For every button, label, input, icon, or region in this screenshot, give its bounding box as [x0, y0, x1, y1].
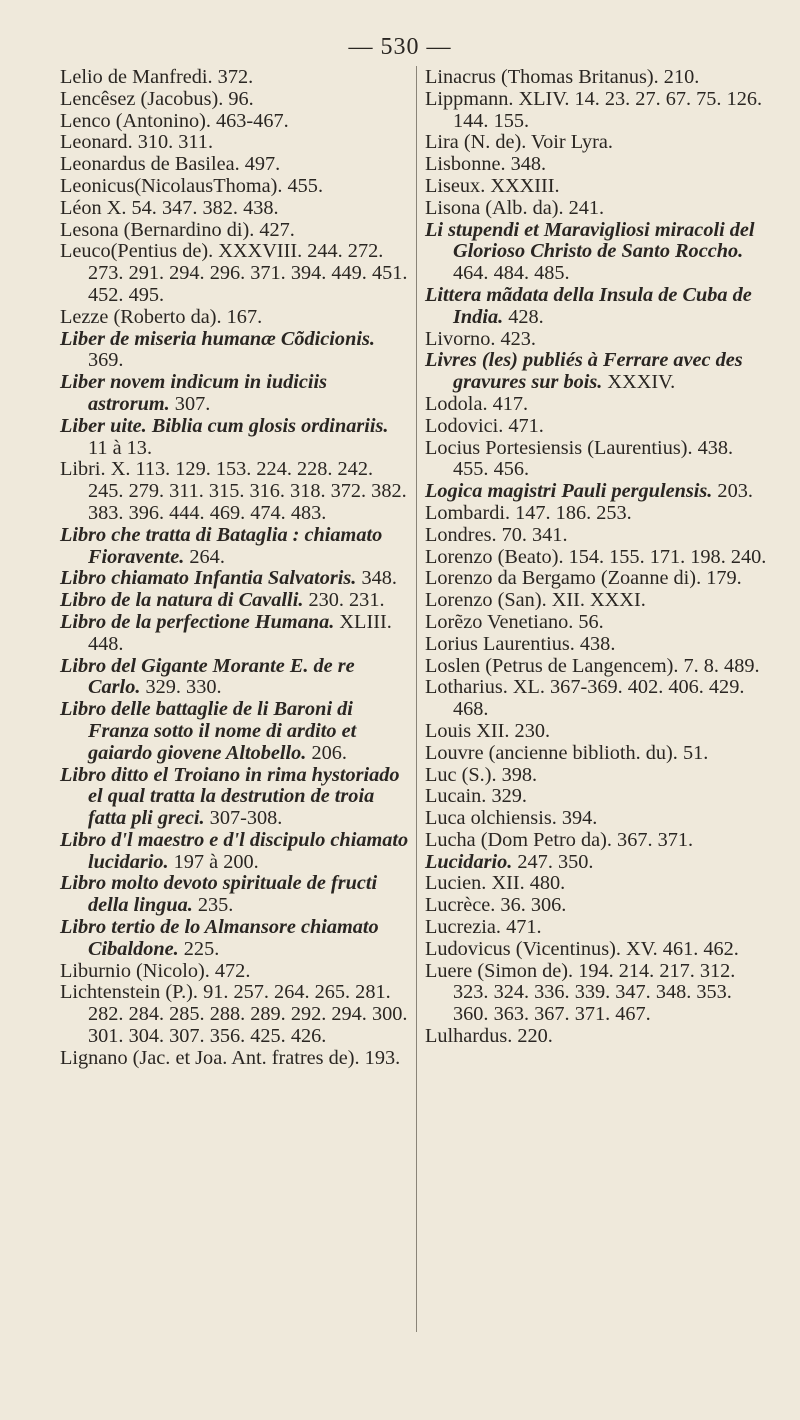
index-entry: [425, 808, 770, 830]
entry-pages: 203.: [712, 480, 753, 503]
index-entry: [60, 568, 410, 590]
index-entry: [60, 1048, 410, 1070]
entry-pages: 307-308.: [204, 807, 283, 830]
entry-text: Lignano (Jac. et Joa. Ant. fratres de). 193.: [60, 1046, 401, 1069]
index-entry: [60, 590, 410, 612]
entry-text: Leonicus(NicolausThoma). 455.: [60, 174, 324, 197]
index-entry: [425, 961, 770, 1026]
entry-text: Lodovici. 471.: [425, 414, 544, 437]
entry-text: Lucha (Dom Petro da). 367. 371.: [425, 828, 694, 851]
entry-pages: 225.: [178, 937, 220, 960]
entry-text: Ludovicus (Vicentinus). XV. 461. 462.: [425, 937, 739, 960]
index-entry: [425, 154, 770, 176]
index-entry: [425, 176, 770, 198]
entry-text: Lira (N. de). Voir Lyra.: [425, 131, 613, 154]
index-entry: [60, 917, 410, 961]
index-entry: [425, 568, 770, 590]
entry-pages: 11 à 13.: [88, 436, 153, 459]
entry-text: Libro de la perfectione Humana.: [60, 610, 335, 633]
index-entry: [60, 176, 410, 198]
entry-text: Libro d'l maestro e d'l discipulo chiamato lucidario.: [60, 828, 409, 873]
entry-text: Londres. 70. 341.: [425, 523, 568, 546]
index-entry: [60, 132, 410, 154]
entry-text: Lucain. 329.: [425, 785, 527, 808]
index-entry: [425, 634, 770, 656]
entry-text: Logica magistri Pauli pergulensis.: [425, 480, 713, 503]
entry-text: Liburnio (Nicolo). 472.: [60, 959, 251, 982]
entry-pages: 464. 484. 485.: [453, 262, 570, 285]
entry-text: Libro che tratta di Bataglia : chiamato Fioravente.: [60, 523, 383, 568]
index-entry: [425, 350, 770, 394]
entry-text: Lotharius. XL. 367-369. 402. 406. 429. 468.: [425, 676, 745, 721]
index-entry: [60, 699, 410, 764]
entry-text: Lenco (Antonino). 463-467.: [60, 109, 289, 132]
entry-pages: 247. 350.: [512, 850, 594, 873]
entry-text: Leonardus de Basilea. 497.: [60, 153, 281, 176]
entry-text: Lorenzo da Bergamo (Zoanne di). 179.: [425, 567, 742, 590]
entry-text: Libro molto devoto spirituale de fructi della lingua.: [60, 872, 378, 917]
entry-text: Lucrèce. 36. 306.: [425, 894, 567, 917]
entry-text: Lorenzo (Beato). 154. 155. 171. 198. 240.: [425, 545, 767, 568]
entry-text: Lucien. XII. 480.: [425, 872, 566, 895]
index-entry: [60, 961, 410, 983]
entry-pages: 329. 330.: [140, 676, 222, 699]
entry-text: Liseux. XXXIII.: [425, 174, 560, 197]
index-entry: [425, 656, 770, 678]
index-entry: [425, 67, 770, 89]
index-entry: [60, 656, 410, 700]
index-entry: [425, 917, 770, 939]
entry-text: Lorenzo (San). XII. XXXI.: [425, 589, 646, 612]
index-entry: [425, 895, 770, 917]
index-entry: [425, 525, 770, 547]
index-entry: [425, 285, 770, 329]
entry-text: Livorno. 423.: [425, 327, 536, 350]
index-entry: [425, 503, 770, 525]
column-divider: [416, 66, 417, 1332]
entry-pages: XXXIV.: [602, 371, 676, 394]
index-entry: [60, 154, 410, 176]
entry-pages: 348.: [356, 567, 397, 590]
entry-text: Luc (S.). 398.: [425, 763, 538, 786]
index-entry: [425, 220, 770, 285]
entry-text: Libro del Gigante Morante E. de re Carlo.: [60, 654, 355, 699]
entry-pages: 206.: [306, 741, 347, 764]
index-entry: [425, 89, 770, 133]
index-entry: [60, 220, 410, 242]
index-entry: [425, 852, 770, 874]
index-entry: [60, 307, 410, 329]
entry-text: Libro delle battaglie de li Baroni di Franza sotto il nome di ardito et gaiardo giovene Altobello.: [60, 698, 357, 764]
index-entry: [425, 438, 770, 482]
entry-text: Liber de miseria humanæ Cõdicionis.: [60, 327, 375, 350]
entry-pages: 197 à 200.: [168, 850, 259, 873]
index-entry: [60, 612, 410, 656]
index-entry: [425, 590, 770, 612]
entry-text: Léon X. 54. 347. 382. 438.: [60, 196, 279, 219]
index-entry: [60, 873, 410, 917]
entry-text: Louis XII. 230.: [425, 719, 551, 742]
index-entry: [60, 372, 410, 416]
index-entry: [60, 198, 410, 220]
index-entry: [60, 67, 410, 89]
index-entry: [425, 786, 770, 808]
index-entry: [60, 525, 410, 569]
left-column: [60, 67, 410, 1070]
entry-text: Lorẽzo Venetiano. 56.: [425, 610, 604, 633]
index-entry: [425, 721, 770, 743]
page-number: — 530 —: [348, 34, 452, 60]
entry-text: Lichtenstein (P.). 91. 257. 264. 265. 281. 282. 284. 285. 288. 289. 292. 294. 300. 301. 304. 307. 356. 425. 426.: [60, 981, 408, 1048]
index-entry: [425, 677, 770, 721]
entry-text: Lisona (Alb. da). 241.: [425, 196, 605, 219]
entry-text: Littera mãdata della Insula de Cuba de India.: [425, 283, 752, 328]
right-column: [425, 67, 770, 1048]
entry-text: Lesona (Bernardino di). 427.: [60, 218, 295, 241]
entry-text: Linacrus (Thomas Britanus). 210.: [425, 66, 700, 88]
index-entry: [425, 765, 770, 787]
entry-text: Leonard. 310. 311.: [60, 131, 214, 154]
entry-text: Lucidario.: [425, 850, 513, 873]
index-entry: [60, 416, 410, 460]
entry-text: Li stupendi et Maravigliosi miracoli del Glorioso Christo de Santo Roccho.: [425, 218, 755, 263]
entry-text: Lombardi. 147. 186. 253.: [425, 501, 632, 524]
entry-text: Luere (Simon de). 194. 214. 217. 312. 323. 324. 336. 339. 347. 348. 353. 360. 363. 367. 371. 467.: [425, 959, 736, 1026]
entry-text: Libri. X. 113. 129. 153. 224. 228. 242. 245. 279. 311. 315. 316. 318. 372. 382. 383. 396. 444. 469. 474. 483.: [60, 458, 407, 524]
entry-text: Louvre (ancienne biblioth. du). 51.: [425, 741, 709, 764]
index-entry: [425, 329, 770, 351]
entry-text: Luca olchiensis. 394.: [425, 807, 598, 830]
entry-text: Lippmann. XLIV. 14. 23. 27. 67. 75. 126. 144. 155.: [425, 87, 763, 132]
entry-text: Libro chiamato Infantia Salvatoris.: [60, 567, 357, 590]
entry-pages: 264.: [184, 545, 225, 568]
entry-text: Libro ditto el Troiano in rima hystoriado el qual tratta la destrution de troia fatta pli greci.: [60, 763, 400, 830]
entry-text: Loslen (Petrus de Langencem). 7. 8. 489.: [425, 654, 760, 677]
index-entry: [60, 982, 410, 1047]
index-entry: [60, 765, 410, 830]
entry-text: Lucrezia. 471.: [425, 916, 542, 939]
index-entry: [425, 939, 770, 961]
index-entry: [425, 830, 770, 852]
index-entry: [60, 89, 410, 111]
entry-pages: 307.: [169, 392, 211, 415]
index-entry: [425, 198, 770, 220]
index-entry: [425, 394, 770, 416]
entry-text: Leuco(Pentius de). XXXVIII. 244. 272. 273. 291. 294. 296. 371. 394. 449. 451. 452. 495.: [60, 240, 408, 306]
index-entry: [425, 416, 770, 438]
entry-text: Lencêsez (Jacobus). 96.: [60, 87, 254, 110]
entry-pages: 235.: [192, 894, 234, 917]
entry-pages: 230. 231.: [303, 589, 385, 612]
entry-text: Liber novem indicum in iudiciis astrorum.: [60, 371, 328, 415]
index-entry: [60, 241, 410, 306]
entry-text: Lodola. 417.: [425, 392, 529, 415]
entry-text: Lelio de Manfredi. 372.: [60, 66, 254, 88]
entry-text: Lulhardus. 220.: [425, 1025, 553, 1048]
entry-pages: 369.: [88, 349, 124, 372]
index-entry: [60, 111, 410, 133]
entry-text: Livres (les) publiés à Ferrare avec des gravures sur bois.: [425, 349, 743, 394]
index-entry: [60, 830, 410, 874]
entry-text: Libro tertio de lo Almansore chiamato Cibaldone.: [60, 916, 379, 960]
entry-text: Liber uite. Biblia cum glosis ordinariis.: [60, 414, 389, 437]
entry-pages: XLIII. 448.: [88, 610, 392, 655]
entry-text: Lezze (Roberto da). 167.: [60, 305, 263, 328]
entry-text: Libro de la natura di Cavalli.: [60, 589, 304, 612]
entry-pages: 428.: [503, 305, 544, 328]
index-entry: [425, 481, 770, 503]
index-entry: [425, 873, 770, 895]
index-entry: [425, 547, 770, 569]
entry-text: Locius Portesiensis (Laurentius). 438. 455. 456.: [425, 436, 734, 481]
index-entry: [60, 459, 410, 524]
index-entry: [425, 1026, 770, 1048]
index-entry: [60, 329, 410, 373]
index-entry: [425, 612, 770, 634]
entry-text: Lisbonne. 348.: [425, 153, 547, 176]
entry-text: Lorius Laurentius. 438.: [425, 632, 616, 655]
index-entry: [425, 743, 770, 765]
index-entry: [425, 132, 770, 154]
